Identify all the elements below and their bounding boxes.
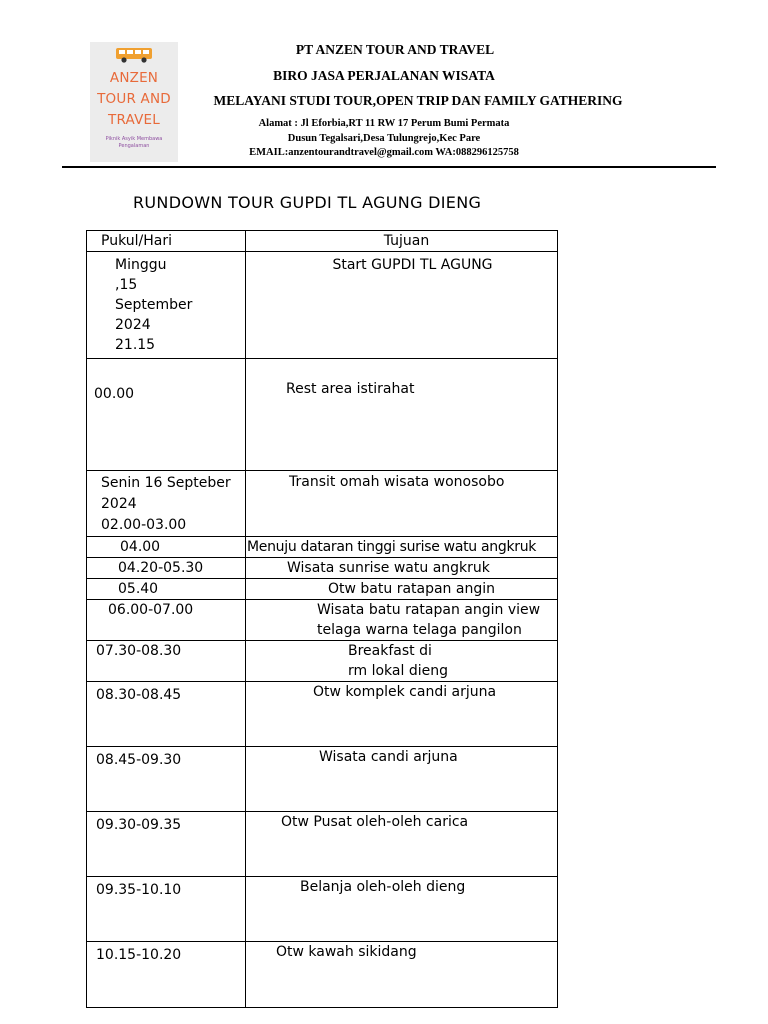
time-cell: 09.35-10.10 [87,877,246,942]
logo-text-travel: TRAVEL [108,112,160,128]
header-time: Pukul/Hari [87,231,246,252]
header-destination: Tujuan [246,231,558,252]
services-line: MELAYANI STUDI TOUR,OPEN TRIP DAN FAMILY GATHERING [213,93,623,108]
time-cell: 09.30-09.35 [87,812,246,877]
time-cell: Minggu ,15 September 2024 21.15 [87,252,246,359]
table-row [87,579,558,600]
time-cell: 04.20-05.30 [87,558,246,579]
time-cell: 10.15-10.20 [87,942,246,1008]
table-row [87,682,558,747]
time-cell: 06.00-07.00 [87,600,246,641]
destination-cell: Wisata sunrise watu angkruk [246,558,558,579]
time-cell: Senin 16 Septeber 2024 02.00-03.00 [87,471,246,537]
table-row [87,641,558,682]
time-cell: 08.45-09.30 [87,747,246,812]
table-row [87,359,558,471]
address-line-2: Dusun Tegalsari,Desa Tulungrejo,Kec Pare [287,133,481,144]
time-cell: 05.40 [87,579,246,600]
destination-cell: Otw Pusat oleh-oleh carica [246,812,558,877]
logo-tagline: Piknik Asyik Membawa Pengalaman [105,136,163,149]
address-line-1: Alamat : Jl Eforbia,RT 11 RW 17 Perum Bumi Permata [258,118,510,129]
destination-cell: Otw kawah sikidang [246,942,558,1008]
destination-cell: Wisata batu ratapan angin view telaga warna telaga pangilon [246,600,558,641]
time-cell: 00.00 [87,359,246,471]
table-row [87,600,558,641]
logo-text-anzen: ANZEN [109,70,159,86]
time-cell: 08.30-08.45 [87,682,246,747]
table-row [87,812,558,877]
document-title: RUNDOWN TOUR GUPDI TL AGUNG DIENG [133,193,482,212]
destination-cell: Otw komplek candi arjuna [246,682,558,747]
header-divider [62,166,716,168]
table-row [87,471,558,537]
destination-cell: Start GUPDI TL AGUNG [246,252,558,359]
destination-cell: Breakfast di rm lokal dieng [246,641,558,682]
time-cell: 07.30-08.30 [87,641,246,682]
logo-text-tour-and: TOUR AND [97,91,171,107]
table-row [87,537,558,558]
contact-line: EMAIL:anzentourandtravel@gmail.com WA:088296125758 [249,147,519,158]
table-row [87,252,558,359]
rundown-table [86,230,558,1008]
destination-cell: Rest area istirahat [246,359,558,471]
destination-cell: Transit omah wisata wonosobo [246,471,558,537]
destination-cell: Belanja oleh-oleh dieng [246,877,558,942]
table-row [87,877,558,942]
destination-cell: Wisata candi arjuna [246,747,558,812]
time-cell: 04.00 [87,537,246,558]
table-row [87,747,558,812]
table-header-row [87,231,558,252]
table-row [87,942,558,1008]
bureau-name: BIRO JASA PERJALANAN WISATA [273,68,495,83]
destination-cell: Menuju dataran tinggi surise watu angkruk [246,537,558,558]
table-row [87,558,558,579]
company-name: PT ANZEN TOUR AND TRAVEL [295,42,495,57]
destination-cell: Otw batu ratapan angin [246,579,558,600]
